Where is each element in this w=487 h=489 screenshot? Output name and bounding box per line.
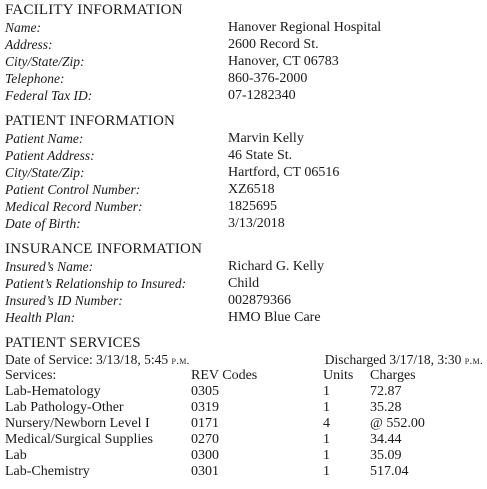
table-row bbox=[5, 400, 483, 416]
date-of-service-meridiem: p.m. bbox=[171, 355, 190, 367]
field-value: Child bbox=[228, 276, 260, 291]
insurance-heading: INSURANCE INFORMATION bbox=[5, 241, 203, 257]
patient-mrn-row bbox=[5, 198, 483, 215]
field-value: 3/13/2018 bbox=[228, 216, 285, 231]
patient-address-row bbox=[5, 147, 483, 164]
facility-taxid-row bbox=[5, 87, 483, 104]
patient-control-row bbox=[5, 181, 483, 198]
field-value: Richard G. Kelly bbox=[228, 259, 325, 274]
units-cell: 1 bbox=[323, 448, 330, 463]
date-of-service bbox=[5, 352, 190, 369]
field-value: XZ6518 bbox=[228, 182, 275, 197]
rev-code-cell: 0301 bbox=[191, 464, 219, 479]
facility-name-row bbox=[5, 19, 483, 36]
field-value: 2600 Record St. bbox=[228, 37, 319, 52]
units-cell: 1 bbox=[323, 384, 330, 399]
field-value: 07-1282340 bbox=[228, 88, 296, 103]
charges-cell: 34.44 bbox=[370, 432, 402, 447]
service-cell: Lab Pathology-Other bbox=[5, 400, 124, 415]
service-dates bbox=[5, 352, 483, 368]
field-label: Medical Record Number: bbox=[5, 199, 143, 214]
field-value: Marvin Kelly bbox=[228, 131, 304, 146]
insured-id-row bbox=[5, 292, 483, 309]
field-value: Hanover Regional Hospital bbox=[228, 20, 382, 35]
facility-city-row bbox=[5, 53, 483, 70]
rev-code-cell: 0305 bbox=[191, 384, 219, 399]
rev-code-cell: 0319 bbox=[191, 400, 219, 415]
charges-cell: @ 552.00 bbox=[370, 416, 425, 431]
field-label: Date of Birth: bbox=[5, 216, 81, 231]
field-value: 1825695 bbox=[228, 199, 277, 214]
charges-cell: 517.04 bbox=[370, 464, 409, 479]
field-label: Health Plan: bbox=[5, 310, 76, 325]
patient-city-row bbox=[5, 164, 483, 181]
patient-heading: PATIENT INFORMATION bbox=[5, 113, 176, 129]
charges-cell: 72.87 bbox=[370, 384, 402, 399]
field-label: Telephone: bbox=[5, 71, 65, 86]
table-row bbox=[5, 416, 483, 432]
field-label: Address: bbox=[5, 37, 53, 52]
discharge-date-text: Discharged 3/17/18, 3:30 bbox=[324, 352, 462, 367]
field-value: 46 State St. bbox=[228, 148, 293, 163]
insured-name-row bbox=[5, 258, 483, 275]
patient-section bbox=[5, 113, 483, 232]
date-of-service-text: Date of Service: 3/13/18, 5:45 bbox=[5, 352, 169, 367]
rev-code-cell: 0171 bbox=[191, 416, 219, 431]
field-label: Insured’s ID Number: bbox=[5, 293, 123, 308]
field-value: Hanover, CT 06783 bbox=[228, 54, 339, 69]
insurance-section bbox=[5, 241, 483, 326]
field-label: Federal Tax ID: bbox=[5, 88, 93, 103]
field-label: Insured’s Name: bbox=[5, 259, 94, 274]
claim-document bbox=[5, 0, 483, 480]
field-label: City/State/Zip: bbox=[5, 165, 85, 180]
units-cell: 1 bbox=[323, 464, 330, 479]
table-row bbox=[5, 464, 483, 480]
services-section bbox=[5, 335, 483, 480]
field-label: Patient Name: bbox=[5, 131, 84, 146]
field-label: Name: bbox=[5, 20, 41, 35]
service-cell: Nursery/Newborn Level I bbox=[5, 416, 150, 431]
charges-cell: 35.09 bbox=[370, 448, 402, 463]
field-value: HMO Blue Care bbox=[228, 310, 321, 325]
table-row bbox=[5, 384, 483, 400]
rev-codes-column-header: REV Codes bbox=[191, 368, 258, 383]
facility-section bbox=[5, 2, 483, 104]
field-value: 002879366 bbox=[228, 293, 291, 308]
patient-name-row bbox=[5, 130, 483, 147]
units-cell: 1 bbox=[323, 432, 330, 447]
charges-column-header: Charges bbox=[370, 368, 416, 383]
field-label: Patient Control Number: bbox=[5, 182, 141, 197]
field-label: Patient Address: bbox=[5, 148, 95, 163]
facility-address-row bbox=[5, 36, 483, 53]
units-cell: 1 bbox=[323, 400, 330, 415]
table-row bbox=[5, 432, 483, 448]
rev-code-cell: 0300 bbox=[191, 448, 219, 463]
service-cell: Medical/Surgical Supplies bbox=[5, 432, 153, 447]
units-cell: 4 bbox=[323, 416, 330, 431]
discharge-meridiem: p.m. bbox=[464, 355, 483, 367]
charges-cell: 35.28 bbox=[370, 400, 402, 415]
units-column-header: Units bbox=[323, 368, 354, 383]
field-label: Patient’s Relationship to Insured: bbox=[5, 276, 187, 291]
service-cell: Lab-Hematology bbox=[5, 384, 101, 399]
field-label: City/State/Zip: bbox=[5, 54, 85, 69]
service-cell: Lab-Chemistry bbox=[5, 464, 90, 479]
discharge-date bbox=[325, 352, 483, 369]
patient-dob-row bbox=[5, 215, 483, 232]
services-column-header: Services: bbox=[5, 368, 57, 383]
service-cell: Lab bbox=[5, 448, 27, 463]
health-plan-row bbox=[5, 309, 483, 326]
relationship-row bbox=[5, 275, 483, 292]
services-heading: PATIENT SERVICES bbox=[5, 335, 141, 351]
services-header-row bbox=[5, 368, 483, 384]
field-value: 860-376-2000 bbox=[228, 71, 308, 86]
facility-heading: FACILITY INFORMATION bbox=[5, 2, 183, 18]
rev-code-cell: 0270 bbox=[191, 432, 219, 447]
facility-telephone-row bbox=[5, 70, 483, 87]
field-value: Hartford, CT 06516 bbox=[228, 165, 340, 180]
table-row bbox=[5, 448, 483, 464]
